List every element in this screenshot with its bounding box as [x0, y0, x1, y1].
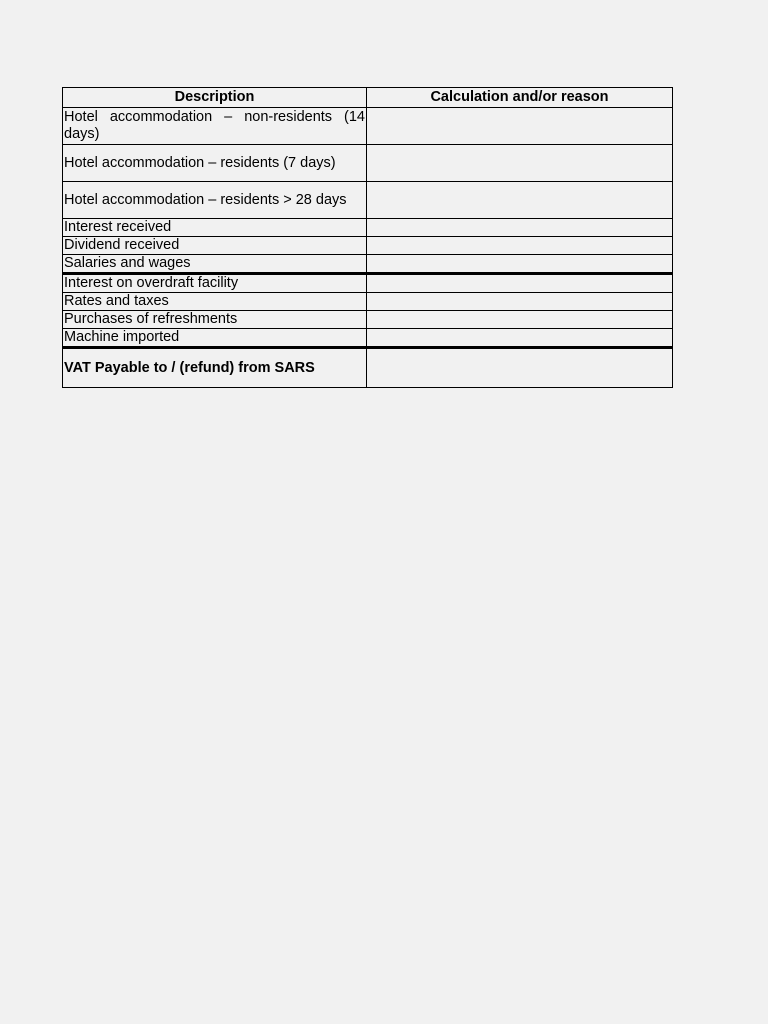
table-row	[63, 237, 673, 255]
table-row	[63, 219, 673, 237]
table-row	[63, 108, 673, 145]
row-description: Interest on overdraft facility	[63, 274, 367, 293]
row-calculation-cell[interactable]	[367, 219, 673, 237]
row-description: Hotel accommodation – residents > 28 days	[63, 182, 367, 219]
table-row	[63, 255, 673, 274]
table-row	[63, 293, 673, 311]
vat-payable-cell[interactable]	[367, 348, 673, 388]
table-row	[63, 145, 673, 182]
row-description: Dividend received	[63, 237, 367, 255]
row-description: Rates and taxes	[63, 293, 367, 311]
row-calculation-cell[interactable]	[367, 293, 673, 311]
vat-table	[62, 87, 673, 388]
table-row	[63, 274, 673, 293]
row-description: Hotel accommodation – non-residents (14 days)	[63, 108, 367, 145]
row-description: Purchases of refreshments	[63, 311, 367, 329]
column-header-description: Description	[63, 88, 367, 108]
row-calculation-cell[interactable]	[367, 237, 673, 255]
column-header-calculation: Calculation and/or reason	[367, 88, 673, 108]
row-description: Salaries and wages	[63, 255, 367, 274]
row-calculation-cell[interactable]	[367, 145, 673, 182]
vat-payable-label: VAT Payable to / (refund) from SARS	[63, 348, 367, 388]
row-description: Interest received	[63, 219, 367, 237]
row-calculation-cell[interactable]	[367, 182, 673, 219]
row-calculation-cell[interactable]	[367, 255, 673, 274]
table-row	[63, 329, 673, 348]
row-description: Machine imported	[63, 329, 367, 348]
vat-worksheet	[62, 87, 672, 388]
table-row-total	[63, 348, 673, 388]
table-row	[63, 182, 673, 219]
row-calculation-cell[interactable]	[367, 311, 673, 329]
row-calculation-cell[interactable]	[367, 274, 673, 293]
table-row	[63, 311, 673, 329]
row-description: Hotel accommodation – residents (7 days)	[63, 145, 367, 182]
row-calculation-cell[interactable]	[367, 329, 673, 348]
row-calculation-cell[interactable]	[367, 108, 673, 145]
table-header-row	[63, 88, 673, 108]
